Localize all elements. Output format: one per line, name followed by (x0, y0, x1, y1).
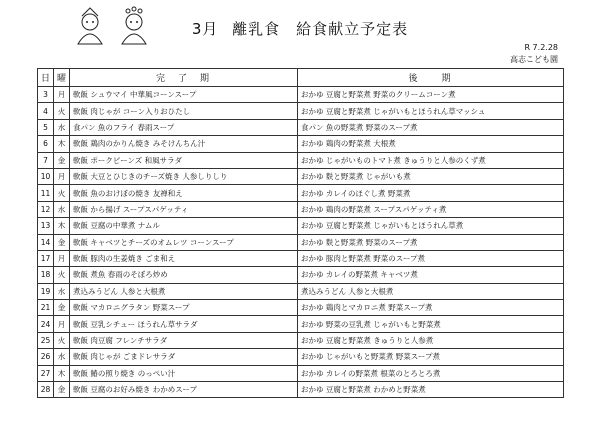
table-row (38, 267, 564, 283)
day-cell: 21 (38, 300, 54, 316)
weekday-cell: 火 (54, 267, 70, 283)
complete-stage-cell: 軟飯 鰆の照り焼き のっぺい汁 (70, 365, 298, 381)
complete-stage-cell: 軟飯 キャベツとチーズのオムレツ コーンスープ (70, 234, 298, 250)
day-cell: 17 (38, 250, 54, 266)
late-stage-cell: おかゆ 豆腐と野菜煮 きゅうりと人参煮 (298, 332, 564, 348)
complete-stage-cell: 軟飯 から揚げ スープスパゲッティ (70, 201, 298, 217)
weekday-cell: 水 (54, 283, 70, 299)
late-stage-cell: おかゆ 麩と野菜煮 野菜のスープ煮 (298, 234, 564, 250)
complete-stage-cell: 軟飯 豚肉の生姜焼き ごま和え (70, 250, 298, 266)
late-stage-cell: 食パン 魚の野菜煮 野菜のスープ煮 (298, 119, 564, 135)
complete-stage-cell: 軟飯 ポークビーンズ 和風サラダ (70, 152, 298, 168)
late-stage-cell: おかゆ 野菜の豆乳煮 じゃがいもと野菜煮 (298, 316, 564, 332)
complete-stage-cell: 軟飯 マカロニグラタン 野菜スープ (70, 300, 298, 316)
weekday-cell: 火 (54, 185, 70, 201)
table-row (38, 103, 564, 119)
weekday-cell: 水 (54, 349, 70, 365)
weekday-cell: 金 (54, 300, 70, 316)
day-cell: 26 (38, 349, 54, 365)
weekday-cell: 木 (54, 365, 70, 381)
day-cell: 27 (38, 365, 54, 381)
table-row (38, 152, 564, 168)
complete-stage-cell: 軟飯 豆乳シチュー ほうれん草サラダ (70, 316, 298, 332)
table-row (38, 349, 564, 365)
day-cell: 19 (38, 283, 54, 299)
table-row (38, 300, 564, 316)
late-stage-cell: おかゆ カレイのほぐし煮 野菜煮 (298, 185, 564, 201)
complete-stage-cell: 軟飯 豆腐のお好み焼き わかめスープ (70, 382, 298, 398)
table-row (38, 119, 564, 135)
weekday-cell: 金 (54, 382, 70, 398)
table-row (38, 87, 564, 103)
title-text: 離乳食 給食献立予定表 (232, 20, 409, 38)
day-cell: 14 (38, 234, 54, 250)
table-row (38, 382, 564, 398)
weekday-cell: 月 (54, 250, 70, 266)
title-month: 3月 (191, 20, 219, 38)
table-row (38, 218, 564, 234)
table-row (38, 168, 564, 184)
day-cell: 12 (38, 201, 54, 217)
table-row (38, 283, 564, 299)
weekday-cell: 金 (54, 234, 70, 250)
table-row (38, 185, 564, 201)
complete-stage-cell: 軟飯 肉じゃが コーン入りおひたし (70, 103, 298, 119)
complete-stage-cell: 軟飯 魚のおけぼの焼き 友禅和え (70, 185, 298, 201)
late-stage-cell: おかゆ 豆腐と野菜煮 じゃがいもとほうれん草マッシュ (298, 103, 564, 119)
day-cell: 3 (38, 87, 54, 103)
day-cell: 10 (38, 168, 54, 184)
complete-stage-cell: 軟飯 煮魚 春雨のそぼろ炒め (70, 267, 298, 283)
day-cell: 11 (38, 185, 54, 201)
complete-stage-cell: 軟飯 肉豆腐 フレンチサラダ (70, 332, 298, 348)
day-cell: 25 (38, 332, 54, 348)
day-cell: 28 (38, 382, 54, 398)
header-late-stage: 後 期 (298, 69, 564, 87)
complete-stage-cell: 軟飯 肉じゃが ごまドレサラダ (70, 349, 298, 365)
weekday-cell: 木 (54, 218, 70, 234)
complete-stage-cell: 軟飯 豆腐の中華煮 ナムル (70, 218, 298, 234)
page-title (0, 18, 600, 39)
late-stage-cell: おかゆ 豚肉と野菜煮 野菜のスープ煮 (298, 250, 564, 266)
late-stage-cell: おかゆ カレイの野菜煮 キャベツ煮 (298, 267, 564, 283)
weekday-cell: 水 (54, 119, 70, 135)
late-stage-cell: おかゆ 鶏肉の野菜煮 スープスパゲッティ煮 (298, 201, 564, 217)
complete-stage-cell: 軟飯 大豆とひじきのチーズ焼き 人参しりしり (70, 168, 298, 184)
table-row (38, 234, 564, 250)
late-stage-cell: おかゆ じゃがいもと野菜煮 野菜スープ煮 (298, 349, 564, 365)
weekday-cell: 金 (54, 152, 70, 168)
weekday-cell: 火 (54, 103, 70, 119)
late-stage-cell: おかゆ 麩と野菜煮 じゃがいも煮 (298, 168, 564, 184)
table-row (38, 316, 564, 332)
menu-table (37, 68, 564, 398)
late-stage-cell: おかゆ 豆腐と野菜煮 わかめと野菜煮 (298, 382, 564, 398)
late-stage-cell: おかゆ 豆腐と野菜煮 じゃがいもとほうれん草煮 (298, 218, 564, 234)
late-stage-cell: おかゆ 鶏肉とマカロニ煮 野菜スープ煮 (298, 300, 564, 316)
table-row (38, 365, 564, 381)
table-row (38, 201, 564, 217)
document-meta (510, 42, 558, 66)
organization-name: 高志こども園 (510, 55, 558, 64)
complete-stage-cell: 軟飯 シュウマイ 中華風コーンスープ (70, 87, 298, 103)
day-cell: 5 (38, 119, 54, 135)
table-header-row (38, 69, 564, 87)
late-stage-cell: おかゆ カレイの野菜煮 根菜のとろとろ煮 (298, 365, 564, 381)
table-row (38, 332, 564, 348)
day-cell: 7 (38, 152, 54, 168)
header-weekday: 曜 (54, 69, 70, 87)
table-row (38, 250, 564, 266)
day-cell: 24 (38, 316, 54, 332)
header-complete-stage: 完 了 期 (70, 69, 298, 87)
late-stage-cell: 煮込みうどん 人参と大根煮 (298, 283, 564, 299)
day-cell: 4 (38, 103, 54, 119)
weekday-cell: 月 (54, 316, 70, 332)
complete-stage-cell: 軟飯 鶏肉のかりん焼き みそけんちん汁 (70, 136, 298, 152)
day-cell: 18 (38, 267, 54, 283)
weekday-cell: 火 (54, 332, 70, 348)
late-stage-cell: おかゆ 鶏肉の野菜煮 大根煮 (298, 136, 564, 152)
issue-date: R 7.2.28 (524, 43, 558, 52)
weekday-cell: 木 (54, 136, 70, 152)
weekday-cell: 水 (54, 201, 70, 217)
day-cell: 13 (38, 218, 54, 234)
complete-stage-cell: 煮込みうどん 人参と大根煮 (70, 283, 298, 299)
weekday-cell: 月 (54, 87, 70, 103)
complete-stage-cell: 食パン 魚のフライ 春雨スープ (70, 119, 298, 135)
late-stage-cell: おかゆ 豆腐と野菜煮 野菜のクリームコーン煮 (298, 87, 564, 103)
table-row (38, 136, 564, 152)
day-cell: 6 (38, 136, 54, 152)
weekday-cell: 月 (54, 168, 70, 184)
header-day: 日 (38, 69, 54, 87)
late-stage-cell: おかゆ じゃがいものトマト煮 きゅうりと人参のくず煮 (298, 152, 564, 168)
